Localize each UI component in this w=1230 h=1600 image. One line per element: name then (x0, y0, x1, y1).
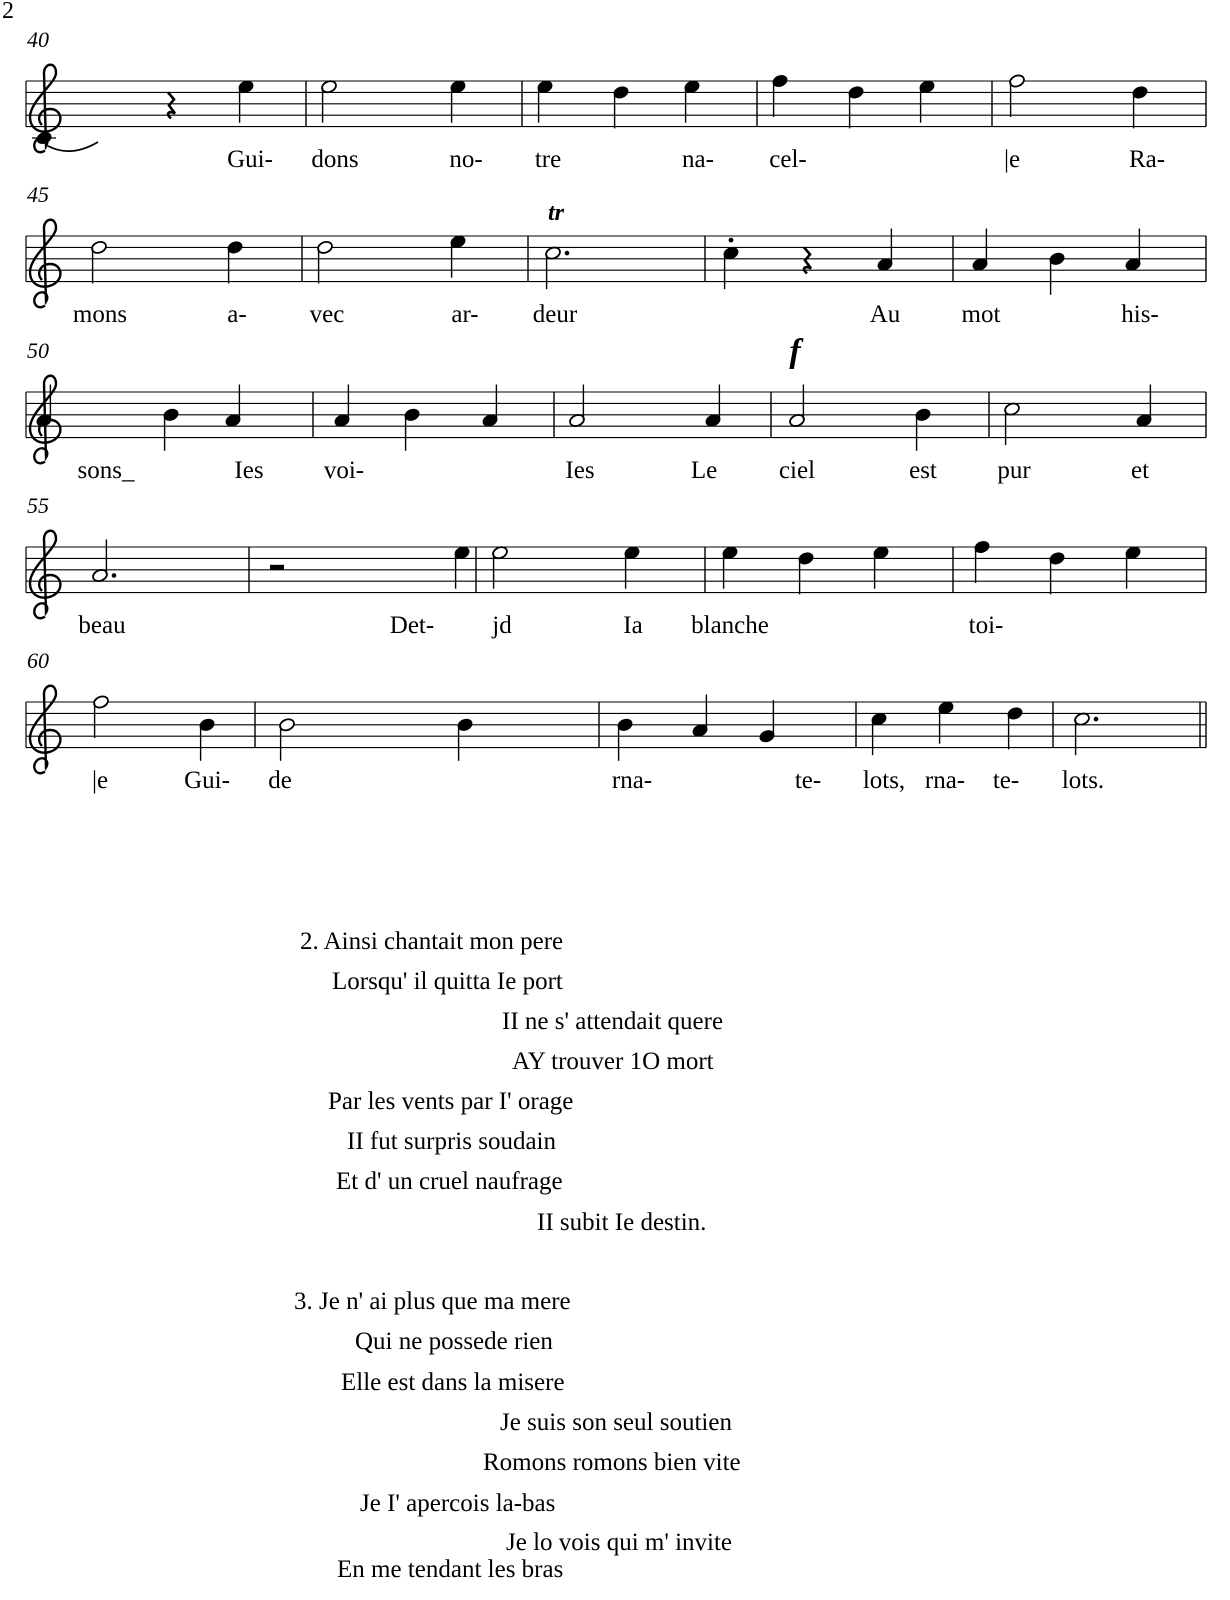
verse-line: II ne s' attendait quere (502, 1008, 724, 1035)
measure-number: 55 (27, 493, 49, 518)
verse-line: En me tendant les bras (337, 1556, 564, 1583)
treble-clef-icon (30, 220, 60, 308)
verse-line: II fut surpris soudain (347, 1128, 556, 1155)
quarter-rest-icon (804, 247, 811, 273)
lyric-syllable: no- (449, 146, 483, 173)
lyric-syllable: tre (534, 146, 562, 173)
lyric-syllable: his- (1121, 301, 1159, 328)
trill-marking: tr (547, 200, 565, 226)
lyric-syllable: cel- (769, 146, 807, 173)
staff-system (26, 333, 1206, 484)
lyric-syllable: deur (532, 301, 578, 328)
measure-number: 50 (27, 338, 49, 363)
lyric-syllable: Gui- (227, 146, 273, 173)
measure-number: 45 (27, 182, 49, 207)
lyric-syllable: jd (492, 612, 512, 639)
lyric-syllable: |e (1003, 146, 1021, 173)
lyric-syllable: rna- (611, 767, 653, 794)
quarter-rest-icon (168, 92, 175, 118)
half-rest-icon (270, 565, 284, 570)
augmentation-dot (565, 251, 570, 256)
staff-system (26, 648, 1206, 794)
lyric-syllable: pur (997, 457, 1031, 484)
verse-line: Je suis son seul soutien (500, 1409, 732, 1436)
lyric-syllable: Ia (623, 612, 643, 639)
lyric-syllable: te- (992, 767, 1020, 794)
lyric-syllable: voi- (323, 457, 365, 484)
lyric-syllable: mons (72, 301, 128, 328)
lyric-syllable: dons (311, 146, 359, 173)
lyric-syllable: et (1130, 457, 1150, 484)
lyric-syllable: Ies (234, 457, 264, 484)
verse-line: 2. Ainsi chantait mon pere (300, 928, 564, 955)
verse-line: AY trouver 1O mort (512, 1048, 714, 1075)
verse-line: Qui ne possede rien (355, 1328, 553, 1355)
lyric-syllable: toi- (968, 612, 1004, 639)
lyric-syllable: Le (690, 457, 718, 484)
staff-system (26, 182, 1206, 328)
verse-line: Lorsqu' il quitta Ie port (332, 968, 563, 995)
page-number: 2 (2, 0, 14, 24)
lyric-syllable: vec (309, 301, 345, 328)
lyric-syllable: |e (91, 767, 109, 794)
lyric-syllable: Gui- (184, 767, 230, 794)
lyric-syllable: Ra- (1128, 146, 1166, 173)
lyric-syllable: Au (869, 301, 901, 328)
staff-system (26, 493, 1206, 639)
lyric-syllable: te- (794, 767, 822, 794)
lyric-syllable: mot (961, 301, 1001, 328)
treble-clef-icon (30, 531, 60, 619)
lyric-syllable: est (909, 457, 937, 484)
lyric-syllable: na- (682, 146, 714, 173)
lyric-syllable: lots. (1061, 767, 1105, 794)
verse-line: Elle est dans la misere (341, 1369, 565, 1396)
lyric-syllable: ar- (451, 301, 479, 328)
verse-line: Romons romons bien vite (483, 1449, 741, 1476)
treble-clef-icon (30, 686, 60, 774)
verse-line: 3. Je n' ai plus que ma mere (294, 1288, 571, 1315)
lyric-syllable: sons_ (77, 457, 135, 484)
verse-line: Et d' un cruel naufrage (336, 1168, 563, 1195)
augmentation-dot (1094, 717, 1099, 722)
dynamic-marking: f (789, 333, 801, 370)
lyric-syllable: lots, (862, 767, 906, 794)
lyric-syllable: a- (227, 301, 247, 328)
staff-system (26, 27, 1206, 173)
verse-line: Par les vents par I' orage (328, 1088, 574, 1115)
lyric-syllable: de (268, 767, 292, 794)
lyric-syllable: Det- (389, 612, 435, 639)
measure-number: 40 (27, 27, 49, 52)
verse-line: II subit Ie destin. (537, 1209, 707, 1236)
tie (48, 142, 98, 151)
staccato-dot (729, 238, 734, 243)
augmentation-dot (112, 573, 117, 578)
lyric-syllable: beau (78, 612, 126, 639)
lyric-syllable: blanche (691, 612, 769, 639)
lyric-syllable: Ies (565, 457, 595, 484)
verse-line: Je lo vois qui m' invite (506, 1529, 733, 1556)
lyric-syllable: ciel (778, 457, 816, 484)
measure-number: 60 (27, 648, 49, 673)
lyric-syllable: rna- (924, 767, 966, 794)
verse-line: Je I' apercois la-bas (360, 1490, 556, 1517)
